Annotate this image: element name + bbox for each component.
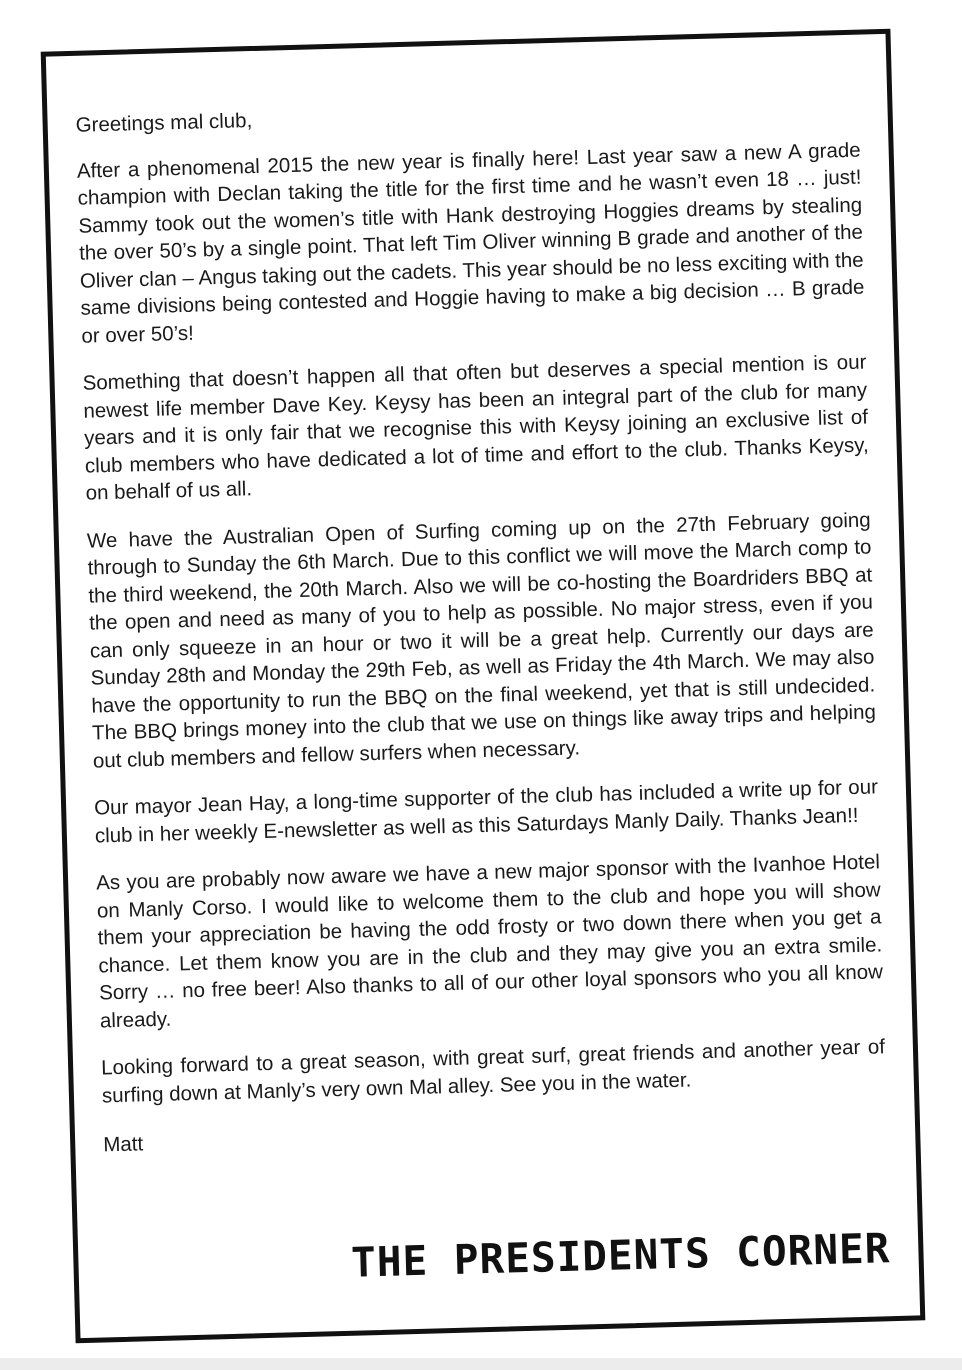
page-edge-strip bbox=[0, 1358, 962, 1370]
letter-greeting: Greetings mal club, bbox=[75, 109, 253, 137]
paragraph-australian-open: We have the Australian Open of Surfing coming up on the 27th February going through to Sunday the 6th March. Due to this conflict we will move the March comp to the third weekend, the 20th March. Also we will be co-hosting the Boardriders BBQ at the open and need as many of you to help as possible. No major stress, even if you can only squeeze in an hour or two it will be a great help. Currently our days are Sunday 28th and Monday the 29th Feb, as well as Friday the 4th March. We may also have the opportunity to run the BBQ on the final weekend, yet that is still undecided. The BBQ brings money into the club that we use on things like away trips and helping out club members and fellow surfers when necessary. bbox=[86, 507, 877, 773]
letter-body bbox=[75, 91, 888, 1179]
presidents-corner-title: THE PRESIDENTS CORNER bbox=[350, 1224, 892, 1287]
paragraph-closing: Looking forward to a great season, with great surf, great friends and another year of surfing down at Manly’s very own Mal alley. See you in the water. bbox=[100, 1035, 886, 1107]
paragraph-sponsor: As you are probably now aware we have a new major sponsor with the Ivanhoe Hotel on Manly Corso. I would like to welcome them to the club and hope you will show them your appreciation be having the odd frosty or two down there when you get a chance. Let them know you are in the club and they may give you an extra smile. Sorry … no free beer! Also thanks to all of our other loyal sponsors who you all know already. bbox=[95, 850, 884, 1032]
paragraph-2015-results: After a phenomenal 2015 the new year is finally here! Last year saw a new A grade champion with Declan taking the title for the first time and he wasn’t even 18 … just! Sammy took out the women’s title with Hank destroying Hoggies dreams by stealing the over 50’s by a single point. That left Tim Oliver winning B grade and another of the Oliver clan – Angus taking out the cadets. This year should be no less exciting with the same divisions being contested and Hoggie having to make a big decision … B grade or over 50’s! bbox=[76, 138, 865, 348]
letter-signature: Matt bbox=[102, 1132, 144, 1157]
newsletter-page bbox=[41, 29, 926, 1344]
paragraph-mayor: Our mayor Jean Hay, a long-time supporter of the club has included a write up for our club in her weekly E-newsletter as well as this Saturdays Manly Daily. Thanks Jean!! bbox=[93, 775, 879, 848]
paragraph-life-member: Something that doesn’t happen all that often but deserves a special mention is our newest life member Dave Key. Keysy has been an integral part of the club for many years and it is only fair that we recognise this with Keysy joining an exclusive list of club members who have dedicated a lot of time and effort to the club. Thanks Keysy, on behalf of us all. bbox=[82, 350, 869, 505]
